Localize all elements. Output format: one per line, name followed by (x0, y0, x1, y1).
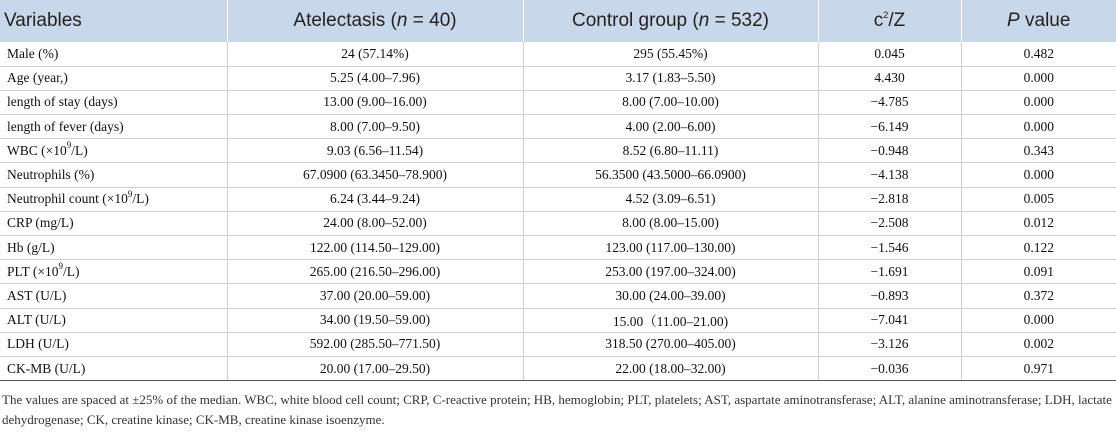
cell-atelectasis: 24.00 (8.00–52.00) (227, 211, 523, 235)
cell-variable: Neutrophil count $(\times 10^9/L)$ (0, 187, 227, 211)
cell-atelectasis: 5.25 (4.00–7.96) (227, 66, 523, 90)
header-variables: Variables (4, 10, 82, 31)
cell-statistic: −0.036 (818, 356, 961, 380)
cell-control: 22.00 (18.00–32.00) (523, 356, 818, 380)
cell-variable: PLT $(\times 10^9/L)$ (0, 260, 227, 284)
cell-variable: length of fever (days) (0, 115, 227, 139)
table-row (0, 187, 1116, 211)
cell-p-value: 0.122 (961, 236, 1116, 260)
header-atelectasis: Atelectasis (n = 40) (227, 0, 523, 42)
cell-p-value: 0.005 (961, 187, 1116, 211)
cell-atelectasis: 13.00 (9.00–16.00) (227, 90, 523, 114)
cell-control: 4.00 (2.00–6.00) (523, 115, 818, 139)
table-body (0, 42, 1116, 381)
cell-control: 8.00 (7.00–10.00) (523, 90, 818, 114)
cell-p-value: 0.482 (961, 42, 1116, 66)
cell-statistic: −0.893 (818, 284, 961, 308)
cell-control: 8.52 (6.80–11.11) (523, 139, 818, 163)
cell-variable: CRP (mg/L) (0, 211, 227, 235)
table-row (0, 42, 1116, 66)
cell-atelectasis: 37.00 (20.00–59.00) (227, 284, 523, 308)
cell-variable: Hb (g/L) (0, 236, 227, 260)
cell-atelectasis: 122.00 (114.50–129.00) (227, 236, 523, 260)
cell-atelectasis: 265.00 (216.50–296.00) (227, 260, 523, 284)
cell-p-value: 0.000 (961, 308, 1116, 332)
cell-statistic: −4.785 (818, 90, 961, 114)
table-row (0, 115, 1116, 139)
cell-p-value: 0.971 (961, 356, 1116, 380)
cell-variable: WBC $(\times 10^9/L)$ (0, 139, 227, 163)
header-control-group: Control group (n = 532) (523, 0, 818, 42)
cell-variable: ALT (U/L) (0, 308, 227, 332)
cell-p-value: 0.000 (961, 115, 1116, 139)
cell-atelectasis: 9.03 (6.56–11.54) (227, 139, 523, 163)
cell-control: 56.3500 (43.5000–66.0900) (523, 163, 818, 187)
cell-atelectasis: 24 (57.14%) (227, 42, 523, 66)
cell-statistic: −6.149 (818, 115, 961, 139)
cell-statistic: −2.818 (818, 187, 961, 211)
table-row (0, 66, 1116, 90)
cell-control: 3.17 (1.83–5.50) (523, 66, 818, 90)
table-row (0, 139, 1116, 163)
table-row (0, 236, 1116, 260)
cell-p-value: 0.091 (961, 260, 1116, 284)
cell-control: 8.00 (8.00–15.00) (523, 211, 818, 235)
cell-variable: AST (U/L) (0, 284, 227, 308)
cell-statistic: −3.126 (818, 332, 961, 356)
cell-atelectasis: 20.00 (17.00–29.50) (227, 356, 523, 380)
cell-variable: Neutrophils (%) (0, 163, 227, 187)
table-row (0, 260, 1116, 284)
cell-control: 30.00 (24.00–39.00) (523, 284, 818, 308)
cell-statistic: 0.045 (818, 42, 961, 66)
cell-p-value: 0.000 (961, 66, 1116, 90)
cell-atelectasis: 592.00 (285.50–771.50) (227, 332, 523, 356)
cell-atelectasis: 34.00 (19.50–59.00) (227, 308, 523, 332)
cell-variable: length of stay (days) (0, 90, 227, 114)
table-header (0, 0, 1116, 42)
cell-variable: CK-MB (U/L) (0, 356, 227, 380)
cell-statistic: −7.041 (818, 308, 961, 332)
cell-statistic: −1.546 (818, 236, 961, 260)
table-row (0, 211, 1116, 235)
table-row (0, 163, 1116, 187)
cell-statistic: −0.948 (818, 139, 961, 163)
cell-atelectasis: 8.00 (7.00–9.50) (227, 115, 523, 139)
cell-p-value: 0.372 (961, 284, 1116, 308)
cell-atelectasis: 6.24 (3.44–9.24) (227, 187, 523, 211)
cell-variable: Age (year,) (0, 66, 227, 90)
cell-p-value: 0.002 (961, 332, 1116, 356)
cell-control: 123.00 (117.00–130.00) (523, 236, 818, 260)
table-row (0, 356, 1116, 380)
table-row (0, 90, 1116, 114)
header-row (0, 0, 1116, 42)
cell-control: 295 (55.45%) (523, 42, 818, 66)
table-footnote: The values are spaced at ±25% of the median. WBC, white blood cell count; CRP, C-reactive protein; HB, hemoglobin; PLT, platelets; AST, aspartate aminotransferase; ALT, alanine aminotransferase; LDH, lactate dehydrogenase; CK, creatine kinase; CK-MB, creatine kinase isoenzyme. (2, 392, 1112, 427)
cell-control: 15.00（11.00–21.00) (523, 308, 818, 332)
header-p-value: P value (961, 0, 1116, 42)
header-statistic: $c^2/Z$ (818, 0, 961, 42)
cell-variable: Male (%) (0, 42, 227, 66)
cell-p-value: 0.343 (961, 139, 1116, 163)
cell-variable: LDH (U/L) (0, 332, 227, 356)
table-row (0, 308, 1116, 332)
cell-statistic: −4.138 (818, 163, 961, 187)
cell-control: 253.00 (197.00–324.00) (523, 260, 818, 284)
cell-statistic: −2.508 (818, 211, 961, 235)
cell-control: 4.52 (3.09–6.51) (523, 187, 818, 211)
cell-p-value: 0.000 (961, 90, 1116, 114)
table-row (0, 332, 1116, 356)
cell-p-value: 0.000 (961, 163, 1116, 187)
cell-statistic: −1.691 (818, 260, 961, 284)
table-row (0, 284, 1116, 308)
cell-atelectasis: 67.0900 (63.3450–78.900) (227, 163, 523, 187)
cell-control: 318.50 (270.00–405.00) (523, 332, 818, 356)
cell-statistic: 4.430 (818, 66, 961, 90)
cell-p-value: 0.012 (961, 211, 1116, 235)
